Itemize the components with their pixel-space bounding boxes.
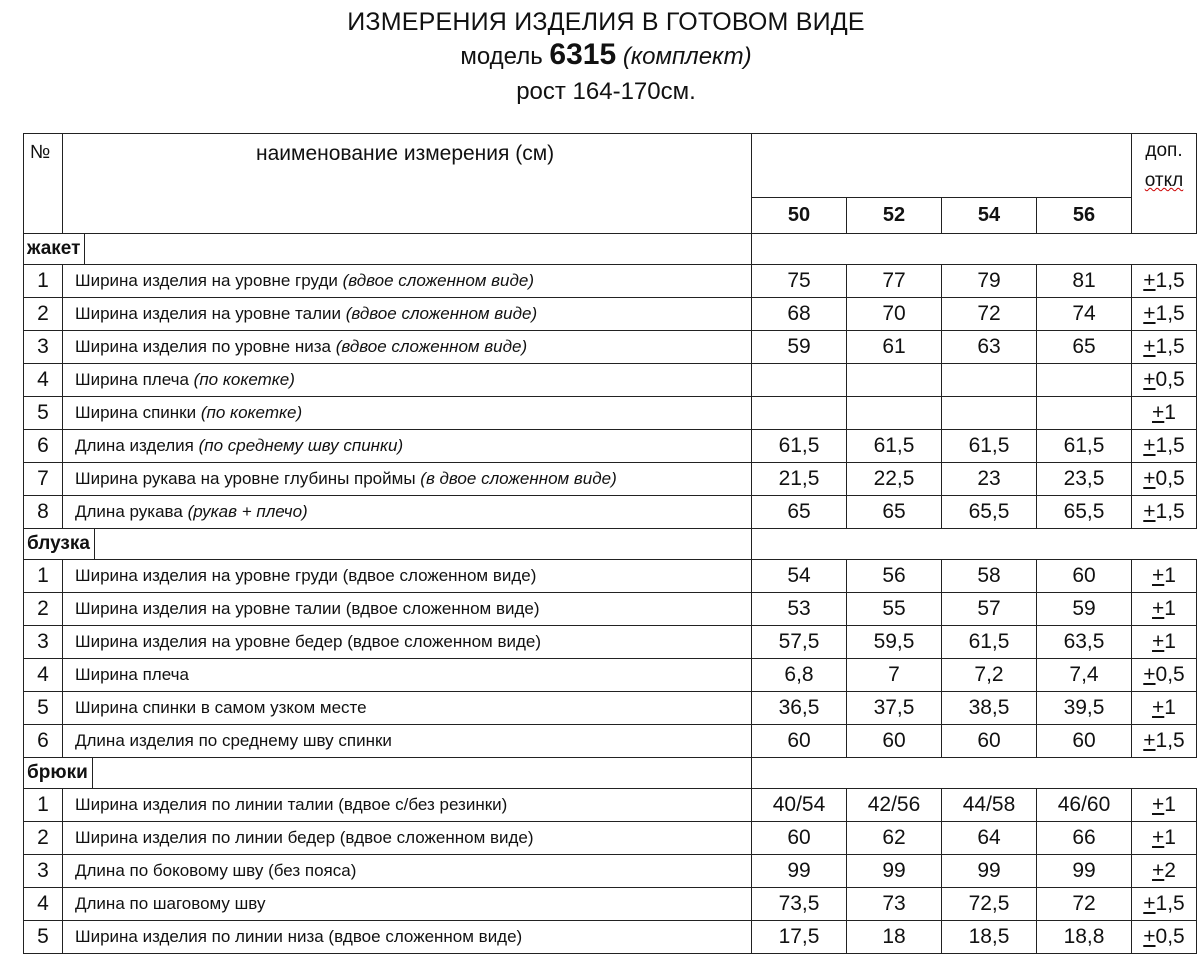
measurement-name-cell <box>63 430 752 463</box>
size-value: 23,5 <box>1037 463 1132 496</box>
table-row <box>24 855 1197 888</box>
size-value: 99 <box>1037 855 1132 888</box>
row-number: 5 <box>24 692 63 725</box>
measurement-note: (вдвое сложенном виде) <box>345 304 538 323</box>
row-number: 5 <box>24 397 63 430</box>
size-value: 54 <box>752 560 847 593</box>
tolerance-cell <box>1132 364 1197 397</box>
tolerance-value: 1,5 <box>1155 269 1185 292</box>
measurement-note: (в двое сложенном виде) <box>420 469 617 488</box>
size-value: 22,5 <box>847 463 942 496</box>
tolerance-value: 1,5 <box>1155 729 1185 752</box>
tolerance-value: 1 <box>1164 826 1176 849</box>
tolerance-cell <box>1132 725 1197 758</box>
size-value: 56 <box>847 560 942 593</box>
measurement-name: Ширина рукава на уровне глубины проймы <box>75 469 416 488</box>
size-value: 73 <box>847 888 942 921</box>
section-row <box>24 758 1197 789</box>
tolerance-cell <box>1132 397 1197 430</box>
tolerance-cell <box>1132 560 1197 593</box>
size-value: 70 <box>847 298 942 331</box>
tolerance-label-1: доп. <box>1145 140 1183 161</box>
measurement-name-cell <box>63 298 752 331</box>
size-value: 61,5 <box>752 430 847 463</box>
tolerance-cell <box>1132 921 1197 954</box>
measurement-name-cell <box>63 593 752 626</box>
measurement-name-cell <box>63 265 752 298</box>
table-row <box>24 265 1197 298</box>
measurement-note: (вдвое сложенном виде) <box>335 337 528 356</box>
measurement-name: Длина изделия <box>75 436 194 455</box>
size-value: 61,5 <box>942 626 1037 659</box>
height-line: рост 164-170см. <box>516 78 696 105</box>
model-suffix: (комплект) <box>622 43 752 70</box>
size-value: 18 <box>847 921 942 954</box>
tolerance-cell <box>1132 855 1197 888</box>
section-blank <box>752 529 1197 560</box>
section-row <box>24 529 1197 560</box>
size-value: 23 <box>942 463 1037 496</box>
tolerance-sign: + <box>1152 564 1165 587</box>
size-value: 65 <box>847 496 942 529</box>
size-header: 54 <box>942 198 1037 234</box>
measurement-name-cell <box>63 397 752 430</box>
size-value: 37,5 <box>847 692 942 725</box>
column-header-tolerance <box>1132 134 1197 234</box>
tolerance-sign: + <box>1152 597 1165 620</box>
size-value: 17,5 <box>752 921 847 954</box>
size-value: 73,5 <box>752 888 847 921</box>
row-number: 5 <box>24 921 63 954</box>
size-value: 99 <box>847 855 942 888</box>
tolerance-value: 0,5 <box>1155 368 1185 391</box>
tolerance-sign: + <box>1143 663 1156 686</box>
tolerance-sign: + <box>1143 335 1156 358</box>
row-number: 2 <box>24 593 63 626</box>
measurement-name-cell <box>63 725 752 758</box>
size-value <box>1037 364 1132 397</box>
measurement-name-cell <box>63 331 752 364</box>
measurements-table <box>23 133 1197 954</box>
size-value: 74 <box>1037 298 1132 331</box>
tolerance-sign: + <box>1143 467 1156 490</box>
model-number: 6315 <box>549 38 617 71</box>
size-header: 52 <box>847 198 942 234</box>
tolerance-value: 1,5 <box>1155 434 1185 457</box>
size-value: 60 <box>1037 560 1132 593</box>
size-value: 39,5 <box>1037 692 1132 725</box>
row-number: 1 <box>24 560 63 593</box>
tolerance-cell <box>1132 430 1197 463</box>
tolerance-sign: + <box>1152 859 1165 882</box>
size-value: 63,5 <box>1037 626 1132 659</box>
size-value: 59,5 <box>847 626 942 659</box>
size-value: 60 <box>752 725 847 758</box>
size-value: 18,5 <box>942 921 1037 954</box>
size-value: 79 <box>942 265 1037 298</box>
table-row <box>24 397 1197 430</box>
size-value <box>847 397 942 430</box>
size-value: 60 <box>752 822 847 855</box>
size-value: 55 <box>847 593 942 626</box>
tolerance-cell <box>1132 298 1197 331</box>
sizes-header-blank <box>752 134 1132 198</box>
row-number: 4 <box>24 364 63 397</box>
tolerance-value: 0,5 <box>1155 925 1185 948</box>
size-value: 38,5 <box>942 692 1037 725</box>
size-value: 61,5 <box>847 430 942 463</box>
measurement-note: (вдвое сложенном виде) <box>342 271 535 290</box>
measurement-name-cell <box>63 626 752 659</box>
measurement-name-cell <box>63 463 752 496</box>
measurement-name: Длина рукава <box>75 502 183 521</box>
tolerance-cell <box>1132 626 1197 659</box>
row-number: 8 <box>24 496 63 529</box>
tolerance-sign: + <box>1143 892 1156 915</box>
measurement-name: Ширина изделия на уровне талии <box>75 304 342 323</box>
tolerance-sign: + <box>1152 630 1165 653</box>
tolerance-sign: + <box>1143 729 1156 752</box>
size-value <box>942 364 1037 397</box>
size-value <box>942 397 1037 430</box>
size-value: 21,5 <box>752 463 847 496</box>
measurement-name-cell <box>63 822 752 855</box>
size-value <box>752 397 847 430</box>
section-row <box>24 234 1197 265</box>
size-value: 44/58 <box>942 789 1037 822</box>
size-value: 7,4 <box>1037 659 1132 692</box>
tolerance-cell <box>1132 659 1197 692</box>
size-value: 46/60 <box>1037 789 1132 822</box>
row-number: 4 <box>24 888 63 921</box>
section-blank <box>752 758 1197 789</box>
size-value: 57,5 <box>752 626 847 659</box>
table-row <box>24 463 1197 496</box>
measurement-name: Ширина изделия на уровне бедер (вдвое сложенном виде) <box>75 632 542 651</box>
size-value: 6,8 <box>752 659 847 692</box>
size-value: 42/56 <box>847 789 942 822</box>
tolerance-sign: + <box>1143 302 1156 325</box>
size-value: 81 <box>1037 265 1132 298</box>
tolerance-value: 1 <box>1164 597 1176 620</box>
measurement-name: Ширина изделия по линии низа (вдвое сложенном виде) <box>75 927 523 946</box>
measurement-name-cell <box>63 888 752 921</box>
row-number: 3 <box>24 626 63 659</box>
model-prefix: модель <box>460 43 543 70</box>
page-title: ИЗМЕРЕНИЯ ИЗДЕЛИЯ В ГОТОВОМ ВИДЕ <box>347 8 865 36</box>
section-label: брюки <box>27 758 93 788</box>
tolerance-cell <box>1132 822 1197 855</box>
tolerance-cell <box>1132 496 1197 529</box>
tolerance-value: 1,5 <box>1155 500 1185 523</box>
size-value: 61,5 <box>942 430 1037 463</box>
size-value: 60 <box>942 725 1037 758</box>
size-value: 72,5 <box>942 888 1037 921</box>
row-number: 4 <box>24 659 63 692</box>
measurement-name: Ширина спинки в самом узком месте <box>75 698 367 717</box>
measurement-name: Длина по шаговому шву <box>75 894 266 913</box>
tolerance-cell <box>1132 888 1197 921</box>
size-value: 66 <box>1037 822 1132 855</box>
row-number: 7 <box>24 463 63 496</box>
measurement-name-cell <box>63 659 752 692</box>
tolerance-cell <box>1132 789 1197 822</box>
size-value: 72 <box>1037 888 1132 921</box>
tolerance-cell <box>1132 463 1197 496</box>
table-row <box>24 331 1197 364</box>
section-label: блузка <box>27 529 95 559</box>
tolerance-value: 0,5 <box>1155 467 1185 490</box>
tolerance-cell <box>1132 331 1197 364</box>
size-value: 63 <box>942 331 1037 364</box>
size-value: 75 <box>752 265 847 298</box>
measurement-name: Длина изделия по среднему шву спинки <box>75 731 392 750</box>
size-value: 99 <box>752 855 847 888</box>
measurement-name: Ширина плеча <box>75 665 189 684</box>
model-line <box>0 38 1200 72</box>
table-row <box>24 364 1197 397</box>
size-value <box>752 364 847 397</box>
row-number: 6 <box>24 430 63 463</box>
tolerance-value: 0,5 <box>1155 663 1185 686</box>
size-value: 57 <box>942 593 1037 626</box>
size-value: 68 <box>752 298 847 331</box>
measurement-name: Ширина изделия на уровне талии (вдвое сложенном виде) <box>75 599 540 618</box>
tolerance-value: 1 <box>1164 564 1176 587</box>
table-row <box>24 725 1197 758</box>
measurement-name-cell <box>63 921 752 954</box>
measurement-name-cell <box>63 364 752 397</box>
measurement-name: Ширина спинки <box>75 403 197 422</box>
tolerance-sign: + <box>1143 434 1156 457</box>
size-value: 77 <box>847 265 942 298</box>
size-value: 64 <box>942 822 1037 855</box>
size-value: 61 <box>847 331 942 364</box>
tolerance-value: 1,5 <box>1155 302 1185 325</box>
size-value: 99 <box>942 855 1037 888</box>
tolerance-value: 1 <box>1164 630 1176 653</box>
measurement-note: (по кокетке) <box>200 403 303 422</box>
size-value: 72 <box>942 298 1037 331</box>
tolerance-sign: + <box>1152 401 1165 424</box>
measurement-name: Ширина изделия на уровне груди (вдвое сложенном виде) <box>75 566 537 585</box>
size-value: 65 <box>1037 331 1132 364</box>
tolerance-cell <box>1132 692 1197 725</box>
tolerance-sign: + <box>1152 793 1165 816</box>
row-number: 2 <box>24 298 63 331</box>
measurement-name: Ширина изделия по уровне низа <box>75 337 331 356</box>
table-row <box>24 626 1197 659</box>
size-value: 7,2 <box>942 659 1037 692</box>
measurement-name-cell <box>63 855 752 888</box>
row-number: 3 <box>24 331 63 364</box>
measurement-note: (по кокетке) <box>193 370 295 389</box>
row-number: 3 <box>24 855 63 888</box>
measurement-name-cell <box>63 496 752 529</box>
measurement-name: Ширина изделия на уровне груди <box>75 271 338 290</box>
row-number: 2 <box>24 822 63 855</box>
size-value: 53 <box>752 593 847 626</box>
tolerance-label-2: откл <box>1144 170 1184 191</box>
size-value: 7 <box>847 659 942 692</box>
size-value: 58 <box>942 560 1037 593</box>
size-header: 50 <box>752 198 847 234</box>
column-header-number: № <box>24 134 63 234</box>
tolerance-value: 2 <box>1164 859 1176 882</box>
table-row <box>24 560 1197 593</box>
tolerance-value: 1 <box>1164 696 1176 719</box>
measurement-name: Ширина изделия по линии бедер (вдвое сложенном виде) <box>75 828 534 847</box>
table-row <box>24 789 1197 822</box>
table-row <box>24 921 1197 954</box>
column-header-name: наименование измерения (см) <box>63 134 752 234</box>
section-blank <box>752 234 1197 265</box>
size-value <box>847 364 942 397</box>
size-value: 61,5 <box>1037 430 1132 463</box>
size-value: 65,5 <box>1037 496 1132 529</box>
measurement-name-cell <box>63 692 752 725</box>
size-value: 40/54 <box>752 789 847 822</box>
table-row <box>24 298 1197 331</box>
size-value: 18,8 <box>1037 921 1132 954</box>
tolerance-sign: + <box>1143 500 1156 523</box>
size-value: 59 <box>752 331 847 364</box>
tolerance-cell <box>1132 593 1197 626</box>
row-number: 1 <box>24 265 63 298</box>
size-value: 65 <box>752 496 847 529</box>
tolerance-sign: + <box>1152 696 1165 719</box>
tolerance-sign: + <box>1143 368 1156 391</box>
measurement-name: Длина по боковому шву (без пояса) <box>75 861 357 880</box>
tolerance-sign: + <box>1152 826 1165 849</box>
measurement-name-cell <box>63 789 752 822</box>
table-row <box>24 888 1197 921</box>
measurement-note: (рукав + плечо) <box>187 502 308 521</box>
tolerance-sign: + <box>1143 269 1156 292</box>
size-value: 65,5 <box>942 496 1037 529</box>
size-value <box>1037 397 1132 430</box>
measurement-name-cell <box>63 560 752 593</box>
size-value: 60 <box>847 725 942 758</box>
tolerance-value: 1 <box>1164 793 1176 816</box>
measurement-name: Ширина плеча <box>75 370 189 389</box>
measurement-note: (по среднему шву спинки) <box>198 436 404 455</box>
table-row <box>24 822 1197 855</box>
table-row <box>24 496 1197 529</box>
table-row <box>24 430 1197 463</box>
size-value: 62 <box>847 822 942 855</box>
table-row <box>24 659 1197 692</box>
size-value: 36,5 <box>752 692 847 725</box>
tolerance-value: 1 <box>1164 401 1176 424</box>
table-row <box>24 593 1197 626</box>
size-value: 59 <box>1037 593 1132 626</box>
tolerance-cell <box>1132 265 1197 298</box>
measurement-name: Ширина изделия по линии талии (вдвое с/без резинки) <box>75 795 508 814</box>
tolerance-value: 1,5 <box>1155 892 1185 915</box>
tolerance-value: 1,5 <box>1155 335 1185 358</box>
row-number: 1 <box>24 789 63 822</box>
table-row <box>24 692 1197 725</box>
size-value: 60 <box>1037 725 1132 758</box>
section-label: жакет <box>27 234 85 264</box>
tolerance-sign: + <box>1143 925 1156 948</box>
row-number: 6 <box>24 725 63 758</box>
size-header: 56 <box>1037 198 1132 234</box>
